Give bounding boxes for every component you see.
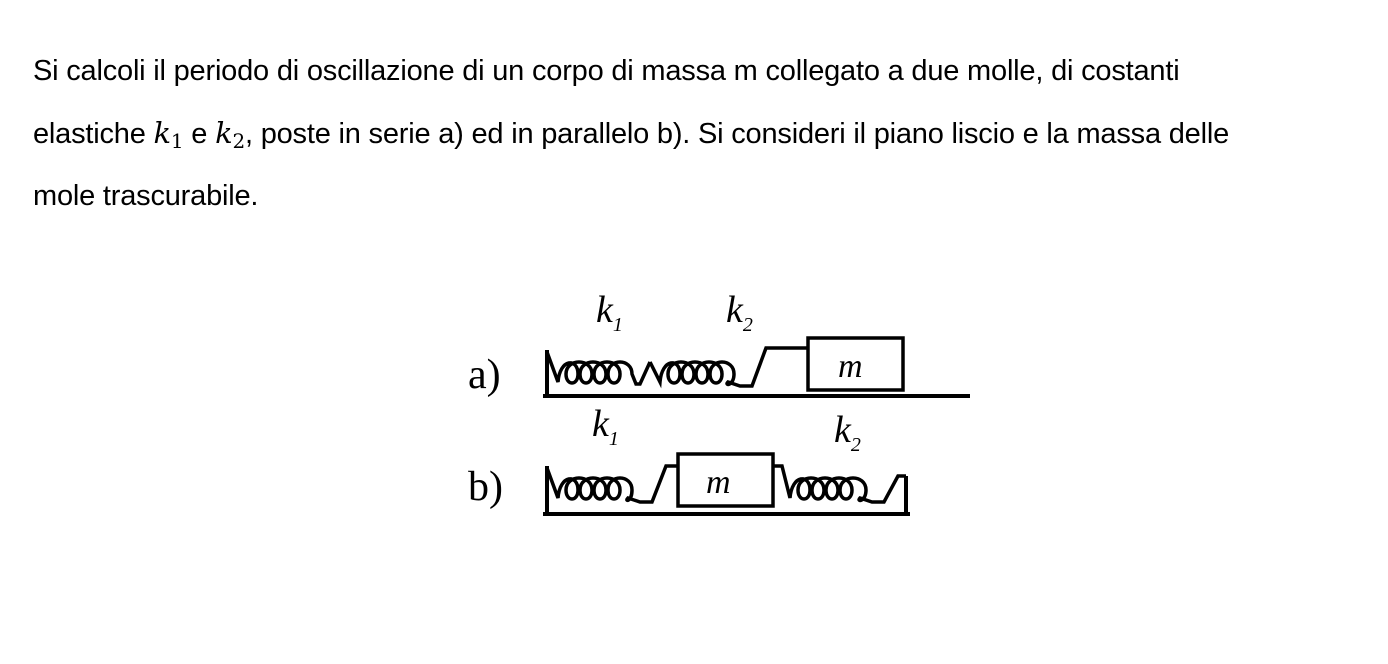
case-a-label: a) <box>468 352 501 398</box>
case-b-mass-label: m <box>706 464 731 501</box>
line2-after: , poste in serie a) ed in parallelo b). Si consideri il piano liscio e la massa delle <box>244 118 1229 150</box>
case-b-k2-label: $k_2$ <box>834 409 861 456</box>
case-a-diagram <box>468 289 970 398</box>
problem-line-3: mole trascurabile. <box>33 180 259 212</box>
case-a-spring-k2 <box>650 348 808 386</box>
case-a-spring-k1 <box>547 352 650 384</box>
k1-symbol: $k_1$ <box>153 116 184 153</box>
case-a-mass-label: m <box>838 348 863 385</box>
case-b-k1-label: $k_1$ <box>592 403 619 450</box>
case-b-spring-k1 <box>547 466 678 502</box>
k1-subscript: 1 <box>170 129 184 153</box>
case-b-diagram <box>468 403 910 514</box>
k2-symbol: $k_2$ <box>215 116 245 153</box>
line2-before: elastiche <box>33 118 154 150</box>
case-a-k2-label: $k_2$ <box>726 289 753 336</box>
case-b-label: b) <box>468 464 503 510</box>
case-a-k1-label: $k_1$ <box>596 289 623 336</box>
problem-line-1: Si calcoli il periodo di oscillazione di un corpo di massa m collegato a due molle, di costanti <box>33 55 1180 87</box>
case-b-spring-k2 <box>773 466 906 502</box>
k2-subscript: 2 <box>232 129 245 153</box>
and-word: e <box>183 118 216 150</box>
